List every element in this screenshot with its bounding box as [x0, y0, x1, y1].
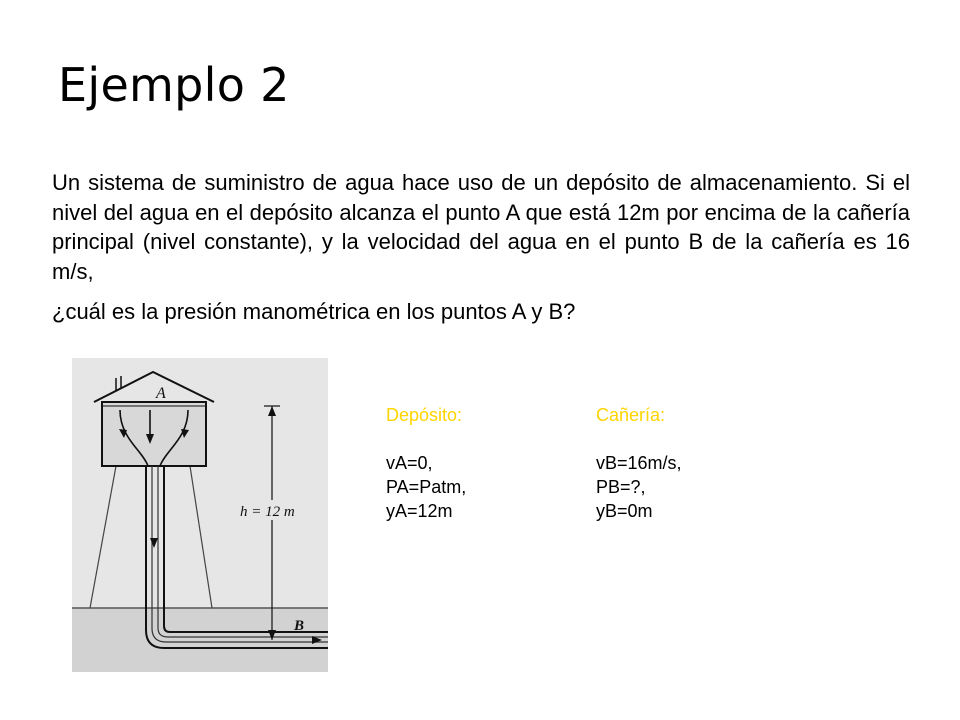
height-label: h = 12 m [240, 504, 295, 520]
deposito-height: yA=12m [386, 501, 453, 521]
caneria-velocity: vB=16m/s, [596, 453, 682, 473]
height-arrow-up [268, 406, 276, 416]
problem-statement: Un sistema de suministro de agua hace uso de un depósito de almacenamiento. Si el nivel del agua en el depósito alcanza el punto A que está 12m por encima de la cañería principal (nivel constante), y la velocidad del agua en el punto B de la cañería es 16 m/s, [52, 170, 910, 284]
deposito-column [386, 403, 466, 523]
caneria-column [596, 403, 682, 523]
support-strut-left [90, 466, 116, 608]
point-a-label: A [156, 385, 166, 402]
caneria-pressure: PB=?, [596, 477, 646, 497]
deposito-heading: Depósito: [386, 405, 463, 425]
caneria-height: yB=0m [596, 501, 653, 521]
deposito-velocity: vA=0, [386, 453, 433, 473]
water-tower-diagram [72, 358, 328, 672]
ground-shading [72, 608, 328, 672]
caneria-heading: Cañería: [596, 405, 666, 425]
deposito-pressure: PA=Patm, [386, 477, 467, 497]
support-strut-right [190, 466, 212, 608]
pipe-inner-wall [164, 466, 328, 632]
point-b-label: B [294, 618, 305, 634]
pipe-flow-arrow-down [150, 538, 158, 548]
water-tower-figure [72, 358, 328, 672]
tank-roof [94, 372, 214, 402]
problem-question: ¿cuál es la presión manométrica en los puntos A y B? [52, 299, 576, 324]
slide-title: Ejemplo 2 [58, 58, 290, 112]
